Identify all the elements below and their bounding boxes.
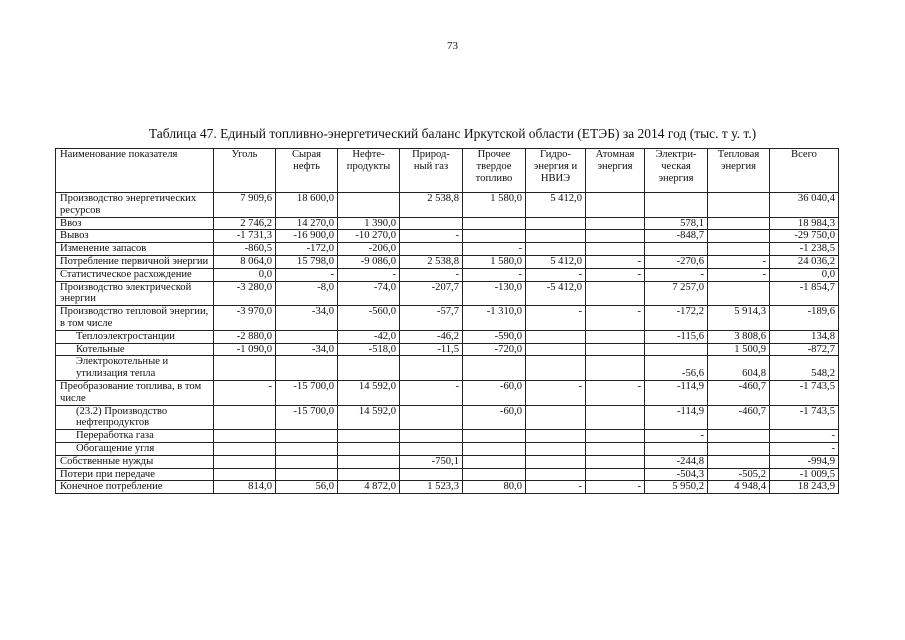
table-cell [526, 468, 586, 481]
table-cell: 18 984,3 [770, 217, 839, 230]
table-cell [645, 243, 708, 256]
row-label: Котельные [56, 343, 214, 356]
table-cell: - [400, 380, 463, 405]
table-cell [586, 343, 645, 356]
table-cell [586, 243, 645, 256]
table-cell [526, 243, 586, 256]
table-cell: -590,0 [463, 330, 526, 343]
table-cell: 15 798,0 [276, 255, 338, 268]
table-cell [526, 230, 586, 243]
row-label: Обогащение угля [56, 442, 214, 455]
table-cell [400, 442, 463, 455]
table-cell: - [400, 230, 463, 243]
table-cell [586, 468, 645, 481]
table-cell: 4 948,4 [708, 481, 770, 494]
table-cell: - [214, 380, 276, 405]
table-cell: -60,0 [463, 405, 526, 430]
table-title: Таблица 47. Единый топливно-энергетический баланс Иркутской области (ЕТЭБ) за 2014 год (тыс. т у. т.) [148, 126, 757, 141]
table-cell [586, 230, 645, 243]
table-cell: 18 600,0 [276, 193, 338, 218]
column-header: Тепловая энергия [708, 149, 770, 193]
table-cell: -189,6 [770, 306, 839, 331]
row-label: Собственные нужды [56, 455, 214, 468]
table-cell: - [586, 306, 645, 331]
table-cell: -15 700,0 [276, 380, 338, 405]
row-label: Конечное потребление [56, 481, 214, 494]
table-row [56, 330, 839, 343]
table-cell: 56,0 [276, 481, 338, 494]
table-cell: - [463, 268, 526, 281]
table-cell: - [645, 430, 708, 443]
table-cell: -56,6 [645, 356, 708, 381]
table-cell [708, 243, 770, 256]
table-cell [708, 430, 770, 443]
table-cell: 604,8 [708, 356, 770, 381]
table-cell: -244,8 [645, 455, 708, 468]
column-header: Природ-ный газ [400, 149, 463, 193]
table-cell: -114,9 [645, 380, 708, 405]
row-label: Изменение запасов [56, 243, 214, 256]
row-label: Производство энергетических ресурсов [56, 193, 214, 218]
table-cell: - [338, 268, 400, 281]
table-cell: -57,7 [400, 306, 463, 331]
table-cell: 5 914,3 [708, 306, 770, 331]
row-label: Потери при передаче [56, 468, 214, 481]
table-cell: -1 854,7 [770, 281, 839, 306]
table-cell [338, 468, 400, 481]
table-cell: -15 700,0 [276, 405, 338, 430]
table-cell: - [586, 255, 645, 268]
row-label: Преобразование топлива, в том числе [56, 380, 214, 405]
table-row [56, 217, 839, 230]
table-cell: -60,0 [463, 380, 526, 405]
table-cell [338, 442, 400, 455]
table-cell: 1 580,0 [463, 193, 526, 218]
table-row [56, 442, 839, 455]
table-cell: 3 808,6 [708, 330, 770, 343]
row-label: Теплоэлектростанции [56, 330, 214, 343]
table-cell [400, 243, 463, 256]
table-cell: -34,0 [276, 306, 338, 331]
table-cell: 14 592,0 [338, 405, 400, 430]
table-cell: -1 009,5 [770, 468, 839, 481]
table-cell: -848,7 [645, 230, 708, 243]
table-cell: -1 238,5 [770, 243, 839, 256]
table-cell [526, 217, 586, 230]
table-cell [586, 356, 645, 381]
table-cell [463, 455, 526, 468]
table-row [56, 306, 839, 331]
table-cell: - [526, 481, 586, 494]
table-row [56, 243, 839, 256]
table-cell [526, 455, 586, 468]
energy-balance-table [55, 148, 839, 494]
table-header-row [56, 149, 839, 193]
table-cell [586, 405, 645, 430]
table-cell: 80,0 [463, 481, 526, 494]
table-row [56, 380, 839, 405]
table-cell: -9 086,0 [338, 255, 400, 268]
table-cell: - [586, 481, 645, 494]
table-cell: - [586, 268, 645, 281]
column-header: Прочее твердое топливо [463, 149, 526, 193]
table-cell [400, 430, 463, 443]
table-cell [463, 217, 526, 230]
table-cell: -1 090,0 [214, 343, 276, 356]
column-header: Всего [770, 149, 839, 193]
table-cell [214, 430, 276, 443]
table-cell: 2 746,2 [214, 217, 276, 230]
table-row [56, 230, 839, 243]
table-cell: -270,6 [645, 255, 708, 268]
table-cell: 36 040,4 [770, 193, 839, 218]
table-cell: 814,0 [214, 481, 276, 494]
table-cell [338, 356, 400, 381]
column-header: Сырая нефть [276, 149, 338, 193]
row-label: Статистическое расхождение [56, 268, 214, 281]
row-label: (23.2) Производство нефтепродуктов [56, 405, 214, 430]
table-cell [276, 330, 338, 343]
table-row [56, 343, 839, 356]
table-cell: 18 243,9 [770, 481, 839, 494]
table-cell: 14 592,0 [338, 380, 400, 405]
table-body [56, 193, 839, 494]
table-cell [214, 455, 276, 468]
table-cell: - [708, 255, 770, 268]
table-cell: 1 523,3 [400, 481, 463, 494]
table-cell: -3 970,0 [214, 306, 276, 331]
column-header: Уголь [214, 149, 276, 193]
table-cell: -3 280,0 [214, 281, 276, 306]
table-cell [276, 356, 338, 381]
table-cell: 4 872,0 [338, 481, 400, 494]
table-cell [526, 442, 586, 455]
table-cell: - [526, 306, 586, 331]
table-cell [338, 430, 400, 443]
table-cell [526, 430, 586, 443]
table-cell: -750,1 [400, 455, 463, 468]
table-cell: -505,2 [708, 468, 770, 481]
table-cell [214, 356, 276, 381]
table-cell [338, 193, 400, 218]
table-cell: 8 064,0 [214, 255, 276, 268]
table-cell: 5 412,0 [526, 193, 586, 218]
column-header: Атомная энергия [586, 149, 645, 193]
table-cell [276, 430, 338, 443]
table-cell [526, 330, 586, 343]
table-cell: -460,7 [708, 380, 770, 405]
table-cell: -1 310,0 [463, 306, 526, 331]
row-label: Электрокотельные и утилизация тепла [56, 356, 214, 381]
table-cell [586, 217, 645, 230]
table-cell: 2 538,8 [400, 193, 463, 218]
table-cell: -994,9 [770, 455, 839, 468]
table-cell [526, 405, 586, 430]
table-cell: 24 036,2 [770, 255, 839, 268]
table-cell [645, 193, 708, 218]
table-cell: -8,0 [276, 281, 338, 306]
table-cell [276, 455, 338, 468]
table-cell: -46,2 [400, 330, 463, 343]
table-cell [214, 405, 276, 430]
row-label: Производство электрической энергии [56, 281, 214, 306]
table-cell: -860,5 [214, 243, 276, 256]
table-cell: -206,0 [338, 243, 400, 256]
table-cell: 1 580,0 [463, 255, 526, 268]
table-row [56, 430, 839, 443]
table-cell [586, 281, 645, 306]
table-cell: -172,0 [276, 243, 338, 256]
table-cell: - [276, 268, 338, 281]
table-cell: - [400, 268, 463, 281]
table-cell: - [526, 380, 586, 405]
table-cell [276, 468, 338, 481]
table-cell: 7 909,6 [214, 193, 276, 218]
table-cell [463, 230, 526, 243]
table-cell: -1 743,5 [770, 380, 839, 405]
column-header: Наименование показателя [56, 149, 214, 193]
table-cell: - [645, 268, 708, 281]
page-number: 73 [447, 40, 458, 52]
row-label: Переработка газа [56, 430, 214, 443]
table-cell [708, 230, 770, 243]
table-cell: 5 950,2 [645, 481, 708, 494]
table-cell: -11,5 [400, 343, 463, 356]
table-cell: -115,6 [645, 330, 708, 343]
table-row [56, 281, 839, 306]
table-row [56, 468, 839, 481]
table-row [56, 193, 839, 218]
table-cell: - [770, 430, 839, 443]
table-row [56, 405, 839, 430]
row-label: Ввоз [56, 217, 214, 230]
table-cell [645, 343, 708, 356]
table-row [56, 356, 839, 381]
table-cell: - [526, 268, 586, 281]
table-cell [645, 442, 708, 455]
table-cell: -114,9 [645, 405, 708, 430]
table-cell [526, 343, 586, 356]
table-cell [586, 442, 645, 455]
table-cell: -1 743,5 [770, 405, 839, 430]
table-cell: -504,3 [645, 468, 708, 481]
table-cell: -518,0 [338, 343, 400, 356]
table-cell: -34,0 [276, 343, 338, 356]
table-cell: 14 270,0 [276, 217, 338, 230]
table-cell: - [708, 268, 770, 281]
table-cell [708, 442, 770, 455]
table-cell [463, 442, 526, 455]
table-cell: -29 750,0 [770, 230, 839, 243]
table-cell: -207,7 [400, 281, 463, 306]
table-cell: -42,0 [338, 330, 400, 343]
table-cell [708, 281, 770, 306]
table-cell: 2 538,8 [400, 255, 463, 268]
table-cell [400, 217, 463, 230]
table-cell: 0,0 [770, 268, 839, 281]
row-label: Вывоз [56, 230, 214, 243]
table-cell [400, 405, 463, 430]
table-cell: -5 412,0 [526, 281, 586, 306]
table-cell [400, 468, 463, 481]
table-cell: 0,0 [214, 268, 276, 281]
table-cell [586, 330, 645, 343]
table-cell [463, 430, 526, 443]
table-cell [463, 468, 526, 481]
table-cell: -720,0 [463, 343, 526, 356]
table-cell [338, 455, 400, 468]
table-cell: - [770, 442, 839, 455]
table-cell: 5 412,0 [526, 255, 586, 268]
table-row [56, 268, 839, 281]
column-header: Нефте-продукты [338, 149, 400, 193]
table-cell: -74,0 [338, 281, 400, 306]
table-cell [586, 430, 645, 443]
table-cell [214, 442, 276, 455]
table-cell [400, 356, 463, 381]
table-cell: 7 257,0 [645, 281, 708, 306]
table-cell: -130,0 [463, 281, 526, 306]
table-cell: 548,2 [770, 356, 839, 381]
table-cell [586, 193, 645, 218]
table-cell: 578,1 [645, 217, 708, 230]
table-cell [276, 442, 338, 455]
table-cell: -560,0 [338, 306, 400, 331]
table-cell: 134,8 [770, 330, 839, 343]
table-cell: -460,7 [708, 405, 770, 430]
table-cell [586, 455, 645, 468]
column-header: Гидро-энергия и НВИЭ [526, 149, 586, 193]
table-cell [708, 455, 770, 468]
table-cell: -172,2 [645, 306, 708, 331]
table-row [56, 481, 839, 494]
table-cell: 1 500,9 [708, 343, 770, 356]
table-cell: 1 390,0 [338, 217, 400, 230]
row-label: Потребление первичной энергии [56, 255, 214, 268]
column-header: Электри-ческая энергия [645, 149, 708, 193]
table-cell: -872,7 [770, 343, 839, 356]
table-cell: - [463, 243, 526, 256]
table-cell [526, 356, 586, 381]
table-cell: -10 270,0 [338, 230, 400, 243]
table-cell [708, 217, 770, 230]
table-cell [463, 356, 526, 381]
table-cell: -16 900,0 [276, 230, 338, 243]
table-cell: - [586, 380, 645, 405]
table-cell [214, 468, 276, 481]
table-cell: -1 731,3 [214, 230, 276, 243]
table-cell: -2 880,0 [214, 330, 276, 343]
table-row [56, 255, 839, 268]
table-cell [708, 193, 770, 218]
row-label: Производство тепловой энергии, в том числе [56, 306, 214, 331]
table-row [56, 455, 839, 468]
